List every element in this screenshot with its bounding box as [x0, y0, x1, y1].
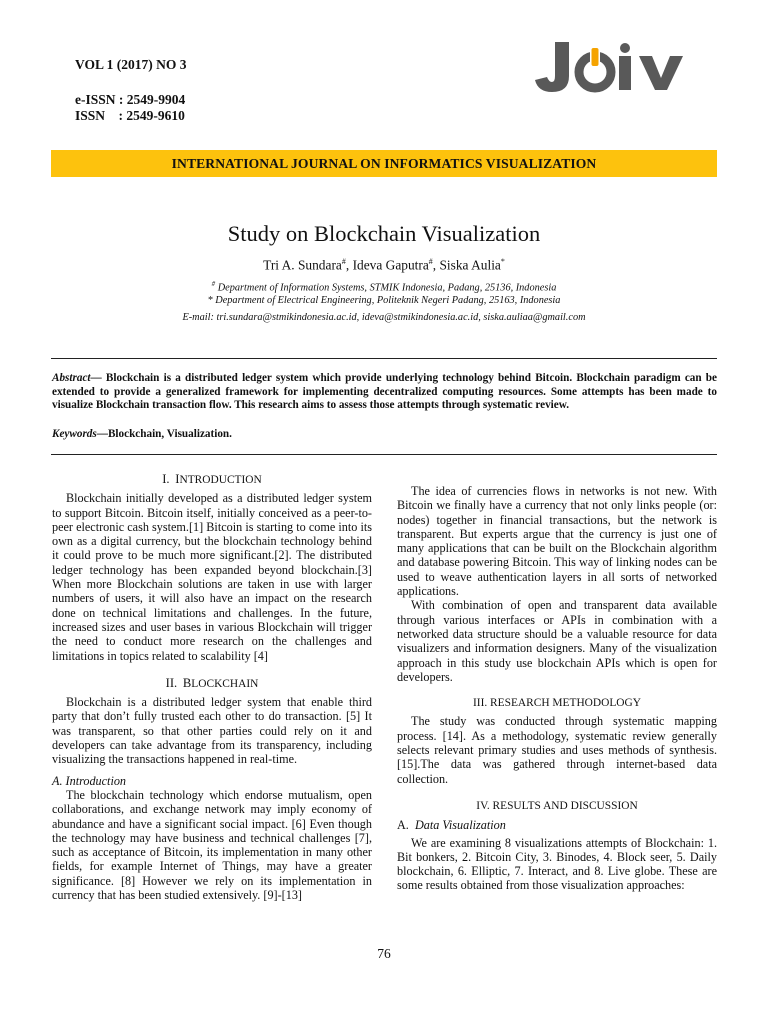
issn-label: ISSN : 2549-9610: [75, 108, 185, 123]
left-column: [52, 472, 372, 902]
abstract-label: Abstract: [52, 372, 91, 384]
top-rule: [51, 358, 717, 359]
journal-banner: INTERNATIONAL JOURNAL ON INFORMATICS VISUALIZATION: [51, 150, 717, 177]
paragraph: The blockchain technology which endorse mutualism, open collaborations, and exchange network may imply economy of abundance and have a significant social impact. [6] Even though the technology may have business and technical challenges [7], such as acceptance of Bitcoin, its implementation in many other fields, for example Internet of Things, may have a greater significance. [8] However we rely on its implementation in currency that has been studied extensively. [9]-[13]: [52, 787, 372, 903]
affiliation-1: [0, 278, 768, 294]
subsection-heading-data-visualization: A. Data Visualization: [397, 818, 506, 833]
affiliation-text: Department of Electrical Engineering, Politeknik Negeri Padang, 25163, Indonesia: [215, 295, 561, 306]
paragraph: The study was conducted through systematic mapping process. [14]. As a methodology, systematic review generally selects relevant primary studies and uses methods of synthesis. [15].The data was gathered through internet-based data collection.: [397, 714, 717, 786]
keywords-text: —Blockchain, Visualization.: [96, 428, 232, 440]
right-column: [397, 484, 717, 893]
subsection-heading-introduction: A. Introduction: [52, 773, 127, 788]
paragraph: Blockchain initially developed as a distributed ledger system to support Bitcoin. Bitcoin itself, initially conceived as a peer-to-peer electronic cash system.[1] Bitcoin is starting to come into its own as a digital currency, but the blockchain technology behind it could prove to be much more significant.[2]. The distributed ledger technology has been expanded beyond blockchain.[3] When more Blockchain solutions are taken in use with larger numbers of users, it will also have an impact on the research done on technical limitations and challenges. In the future, increased sizes and user bases in various Blockchain will trigger the need to conduct more research on the challenges and limitations in topics related to scalability [4]: [52, 491, 372, 663]
author-name: Ideva Gaputra: [352, 257, 429, 273]
author-mark: #: [341, 257, 346, 266]
volume-label: VOL 1 (2017) NO 3: [75, 57, 187, 72]
section-heading-results: IV. RESULTS AND DISCUSSION: [476, 799, 638, 812]
author-name: Tri A. Sundara: [263, 257, 342, 273]
joiv-logo: [533, 36, 693, 96]
keywords: [52, 428, 717, 442]
affiliation-2: [0, 294, 768, 307]
section-heading-methodology: III. RESEARCH METHODOLOGY: [472, 697, 641, 710]
author-name: Siska Aulia: [439, 257, 501, 273]
section-heading-blockchain: II. BLOCKCHAIN: [165, 675, 259, 690]
author-mark: #: [428, 257, 433, 266]
paragraph: Blockchain is a distributed ledger system that enable third party that don’t fully trusted each other to do transaction. [5] It was transparent, so that other parties could rely on it and developers can take advantage from its transparency, including visualizing the transactions happened in real-time.: [52, 695, 372, 767]
abstract-text: — Blockchain is a distributed ledger system which provide underlying technology behind Bitcoin. Blockchain paradigm can be extended to provide a generalized framework for implementing decentralized computing resources. Some attempts has been made to visualize Blockchain transaction flow. This research aims to assess those attempts through systematic review.: [52, 372, 717, 411]
paper-title: Study on Blockchain Visualization: [227, 221, 541, 246]
eissn-label: e-ISSN : 2549-9904: [75, 92, 186, 107]
affiliation-mark: #: [211, 280, 216, 288]
affiliation-mark: *: [207, 295, 213, 306]
keywords-label: Keywords: [52, 428, 97, 440]
author-email: E-mail: tri.sundara@stmikindonesia.ac.id, ideva@stmikindonesia.ac.id, siska.auliaa@gmail.com: [182, 312, 586, 323]
paragraph: We are examining 8 visualizations attempts of Blockchain: 1. Bit bonkers, 2. Bitcoin City, 3. Binodes, 4. Block seer, 5. Daily blockchain, 6. Elliptic, 7. Interact, and 8. Live globe. These are some results obtained from those visualization approaches:: [397, 835, 717, 893]
paragraph: With combination of open and transparent data available through various interfaces or APIs in combination with a networked data structure should be a valuable resource for data visualizers and information designers. Many of the visualization approach in this study use blockchain APIs which is open for developers.: [397, 598, 717, 684]
paragraph: The idea of currencies flows in networks is not new. With Bitcoin we finally have a currency that not only links people (or: nodes) together in financial transactions, but the network is transparent. But experts argue that the currency is just one of many applications that can be built on the Blockchain algorithm and database powering Bitcoin. This way of linking nodes can be used to weave authentication layers in all sorts of networked applications.: [397, 484, 717, 599]
affiliation-text: Department of Information Systems, STMIK Indonesia, Padang, 25136, Indonesia: [217, 282, 557, 294]
author-list: Tri A. Sundara#, Ideva Gaputra#, Siska Aulia*: [263, 257, 505, 273]
section-heading-introduction: I. INTRODUCTION: [162, 472, 262, 486]
abstract-bottom-rule: [51, 454, 717, 455]
abstract: [52, 372, 717, 413]
author-mark: *: [500, 257, 505, 266]
page-number: 76: [377, 946, 391, 961]
